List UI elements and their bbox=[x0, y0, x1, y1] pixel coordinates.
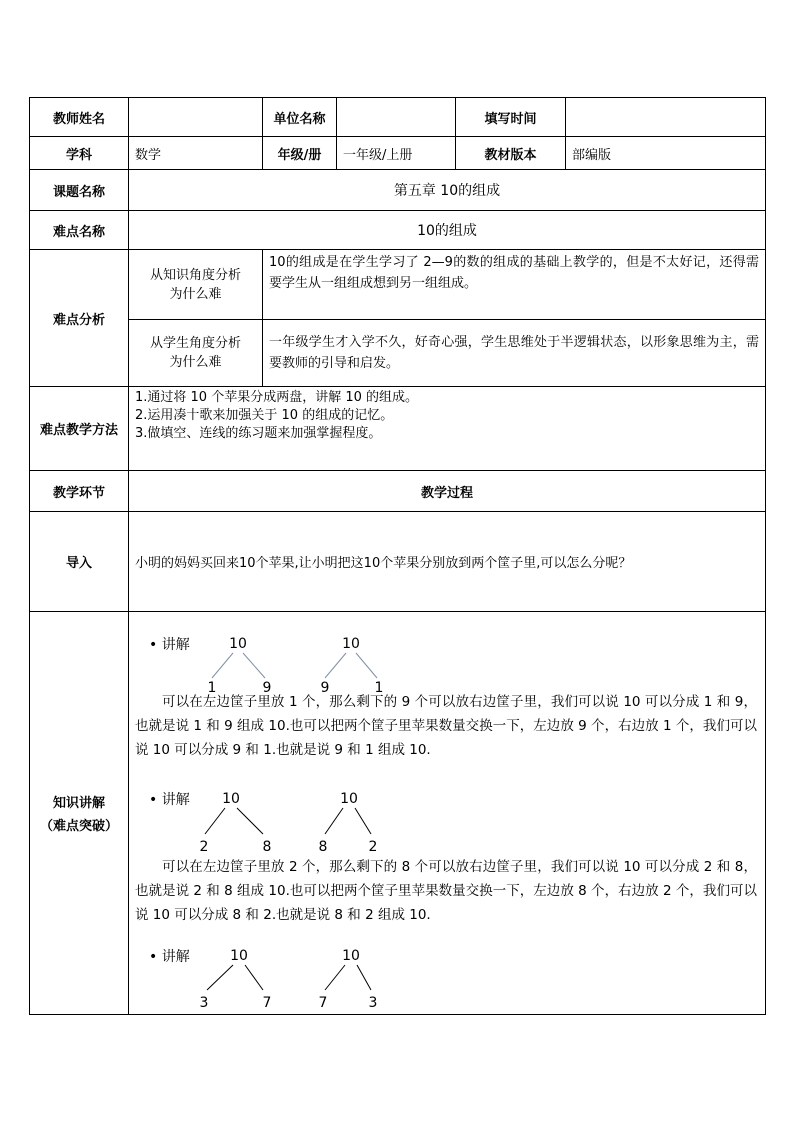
tree-left-branch bbox=[325, 808, 343, 834]
edition-value: 部编版 bbox=[566, 137, 766, 170]
subject-label: 学科 bbox=[30, 137, 129, 170]
explain-bullet: • 讲解 bbox=[149, 792, 190, 808]
tree-right-branch bbox=[237, 808, 263, 834]
explain-bullet: • 讲解 bbox=[149, 637, 190, 653]
analysis-label: 难点分析 bbox=[30, 250, 129, 387]
tree-top-number: 10 bbox=[342, 948, 360, 964]
student-angle-text: 从学生角度分析为什么难 bbox=[149, 336, 241, 370]
tree-left-branch bbox=[325, 653, 346, 678]
fill-time-label: 填写时间 bbox=[456, 98, 566, 137]
fill-time-value bbox=[566, 98, 766, 137]
methods-row bbox=[30, 387, 766, 471]
knowledge-label-line1: 知识讲解 bbox=[52, 796, 105, 811]
tree-right-branch bbox=[245, 965, 263, 990]
tree-top-number: 10 bbox=[229, 636, 247, 652]
lesson-plan-sheet bbox=[29, 97, 765, 1014]
analysis-student-row bbox=[30, 320, 766, 387]
tree-right-number: 9 bbox=[262, 680, 272, 696]
knowledge-label bbox=[30, 612, 129, 1015]
student-angle-label bbox=[129, 320, 263, 387]
subject-value: 数学 bbox=[129, 137, 263, 170]
explanation-text: 可以在左边筐子里放 2 个，那么剩下的 8 个可以放右边筐子里，我们可以说 10 可以分成 2 和 8，也就是说 2 和 8 组成 10.也可以把两个筐子里苹果数量交换一下，左边放 8 个，右边放 2 个，我们可以说 10 可以分成 8 和 2.也就是说 8 和 2 组成 10. bbox=[135, 859, 757, 923]
tree-left-branch bbox=[205, 808, 225, 834]
unit-label: 单位名称 bbox=[263, 98, 337, 137]
analysis-knowledge-row bbox=[30, 250, 766, 320]
explanation-text: 可以在左边筐子里放 1 个，那么剩下的 9 个可以放右边筐子里，我们可以说 10 可以分成 1 和 9，也就是说 1 和 9 组成 10.也可以把两个筐子里苹果数量交换一下，左边放 9 个，右边放 1 个，我们可以说 10 可以分成 9 和 1.也就是说 9 和 1 组成 10. bbox=[135, 694, 757, 758]
tree-left-branch bbox=[207, 965, 233, 990]
tree-right-number: 2 bbox=[368, 839, 378, 855]
stage-label: 教学环节 bbox=[30, 471, 129, 512]
knowledge-canvas bbox=[129, 612, 765, 1013]
split-diagram bbox=[311, 634, 391, 696]
tree-left-number: 8 bbox=[318, 839, 328, 855]
lesson-title-row bbox=[30, 170, 766, 211]
student-angle-content: 一年级学生才入学不久，好奇心强，学生思维处于半逻辑状态，以形象思维为主，需要教师的引导和启发。 bbox=[263, 320, 766, 387]
split-diagram bbox=[199, 634, 279, 696]
method-item: 1.通过将 10 个苹果分成两盘，讲解 10 的组成。 bbox=[135, 390, 419, 405]
methods-label: 难点教学方法 bbox=[30, 387, 129, 471]
tree-top-number: 10 bbox=[222, 791, 240, 807]
explain-bullet: • 讲解 bbox=[149, 949, 190, 965]
unit-value bbox=[337, 98, 456, 137]
knowledge-label-line2: （难点突破） bbox=[39, 819, 118, 834]
tree-top-number: 10 bbox=[340, 791, 358, 807]
tree-left-branch bbox=[212, 653, 233, 678]
intro-content: 小明的妈妈买回来10个苹果,让小明把这10个苹果分别放到两个筐子里,可以怎么分呢？ bbox=[129, 512, 766, 612]
explanation-paragraph bbox=[135, 690, 757, 762]
explanation-paragraph bbox=[135, 855, 757, 927]
tree-left-number: 2 bbox=[199, 839, 209, 855]
edition-label: 教材版本 bbox=[456, 137, 566, 170]
method-item: 3.做填空、连线的练习题来加强掌握程度。 bbox=[135, 426, 382, 441]
split-diagram bbox=[193, 789, 279, 855]
grade-label: 年级/册 bbox=[263, 137, 337, 170]
process-header-row bbox=[30, 471, 766, 512]
method-item: 2.运用凑十歌来加强关于 10 的组成的记忆。 bbox=[135, 408, 394, 423]
lesson-plan-table bbox=[29, 97, 766, 1015]
lesson-title-value: 第五章 10的组成 bbox=[129, 170, 766, 211]
lesson-title-label: 课题名称 bbox=[30, 170, 129, 211]
header-row-2 bbox=[30, 137, 766, 170]
tree-top-number: 10 bbox=[342, 636, 360, 652]
tree-right-branch bbox=[356, 653, 377, 678]
difficulty-row bbox=[30, 211, 766, 250]
tree-left-number: 3 bbox=[199, 995, 209, 1011]
tree-left-branch bbox=[325, 965, 345, 990]
teacher-name-value bbox=[129, 98, 263, 137]
header-row-1 bbox=[30, 98, 766, 137]
tree-right-branch bbox=[243, 653, 265, 678]
knowledge-angle-label bbox=[129, 250, 263, 320]
teacher-name-label: 教师姓名 bbox=[30, 98, 129, 137]
tree-right-number: 1 bbox=[374, 680, 384, 696]
process-label: 教学过程 bbox=[129, 471, 766, 512]
tree-left-number: 1 bbox=[207, 680, 217, 696]
tree-left-number: 7 bbox=[318, 995, 328, 1011]
knowledge-content bbox=[129, 612, 766, 1015]
grade-value: 一年级/上册 bbox=[337, 137, 456, 170]
tree-right-number: 8 bbox=[262, 839, 272, 855]
tree-left-number: 9 bbox=[320, 680, 330, 696]
split-diagram bbox=[311, 789, 397, 855]
methods-content bbox=[129, 387, 766, 471]
tree-top-number: 10 bbox=[230, 948, 248, 964]
intro-label: 导入 bbox=[30, 512, 129, 612]
tree-right-branch bbox=[355, 808, 371, 834]
difficulty-value: 10的组成 bbox=[129, 211, 766, 250]
knowledge-row bbox=[30, 612, 766, 1015]
intro-row bbox=[30, 512, 766, 612]
knowledge-angle-content: 10的组成是在学生学习了 2—9的数的组成的基础上教学的，但是不太好记，还得需要学生从一组组成想到另一组组成。 bbox=[263, 250, 766, 320]
split-diagram bbox=[311, 946, 397, 1012]
split-diagram bbox=[193, 946, 279, 1012]
tree-right-branch bbox=[357, 965, 371, 990]
tree-right-number: 7 bbox=[262, 995, 272, 1011]
knowledge-angle-text: 从知识角度分析为什么难 bbox=[149, 267, 241, 302]
difficulty-label: 难点名称 bbox=[30, 211, 129, 250]
tree-right-number: 3 bbox=[368, 995, 378, 1011]
